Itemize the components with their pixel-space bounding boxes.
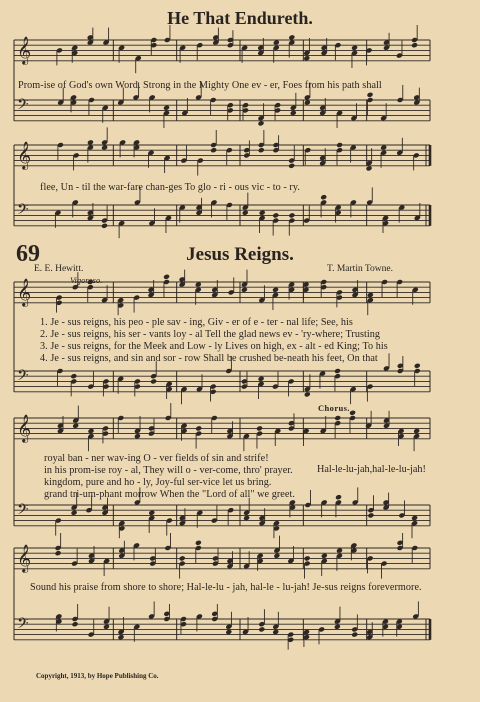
- svg-text:𝄞: 𝄞: [17, 141, 32, 169]
- hymn2-number: 69: [16, 241, 40, 267]
- hymn1-title: He That Endureth.: [167, 8, 313, 28]
- hymn2-cont-3: kingdom, pure and ho - ly, Joy-ful ser-vice let us bring.: [44, 477, 272, 488]
- hymn2-author-left: E. E. Hewitt.: [34, 264, 84, 274]
- hymn2-chorus-line-2: Sound his praise from shore to shore; Hal-le-lu - jah, hal-le - lu-jah! Je-sus reigns forevermore.: [30, 582, 422, 593]
- svg-text:𝄢: 𝄢: [17, 501, 29, 522]
- svg-text:𝄢: 𝄢: [17, 201, 29, 222]
- svg-text:𝄢: 𝄢: [17, 615, 29, 636]
- svg-text:𝄞: 𝄞: [17, 36, 32, 64]
- hymn2-chorus-line-1: Hal-le-lu-jah,hal-le-lu-jah!: [317, 464, 426, 475]
- svg-text:𝄞: 𝄞: [17, 544, 32, 572]
- hymn2-verse-3: 3. Je - sus reigns, for the Meek and Low - ly Lives on high, ex - alt - ed King; To his: [40, 341, 388, 352]
- hymn2-verse-1: 1. Je - sus reigns, his peo - ple sav - ing, Giv - er of e - ter - nal life; See, his: [40, 317, 353, 328]
- hymn1-lyric-2: flee, Un - til the war-fare chan-ges To glo - ri - ous vic - to - ry.: [40, 182, 300, 193]
- chorus-label: Chorus.: [318, 403, 350, 413]
- copyright-notice: Copyright, 1913, by Hope Publishing Co.: [36, 672, 159, 680]
- hymn2-verse-2: 2. Je - sus reigns, his ser - vants loy - al Tell the glad news ev - 'ry-where; Trusting: [40, 329, 381, 340]
- hymn2-cont-4: grand tri-um-phant morrow When the "Lord of all" we greet.: [44, 489, 295, 500]
- hymn2-author-right: T. Martin Towne.: [327, 264, 393, 274]
- hymn2-tempo: Vigoroso.: [70, 275, 103, 285]
- svg-text:𝄞: 𝄞: [17, 414, 32, 442]
- svg-text:𝄢: 𝄢: [17, 96, 29, 117]
- hymn2-title: Jesus Reigns.: [186, 244, 294, 265]
- svg-text:𝄢: 𝄢: [17, 367, 29, 388]
- hymn1-lyric-1: Prom-ise of God's own Word. Strong in the Mighty One ev - er, Foes from his path shall: [18, 80, 382, 91]
- svg-text:𝄞: 𝄞: [17, 278, 32, 306]
- hymn2-cont-2: in his prom-ise roy - al, They will o - ver-come, thro' prayer.: [44, 465, 293, 476]
- hymn2-cont-1: royal ban - ner wav-ing O - ver fields of sin and strife!: [44, 453, 269, 464]
- hymn2-verse-4: 4. Je - sus reigns, and sin and sor - row Shall be crushed be-neath his feet, On that: [40, 353, 378, 364]
